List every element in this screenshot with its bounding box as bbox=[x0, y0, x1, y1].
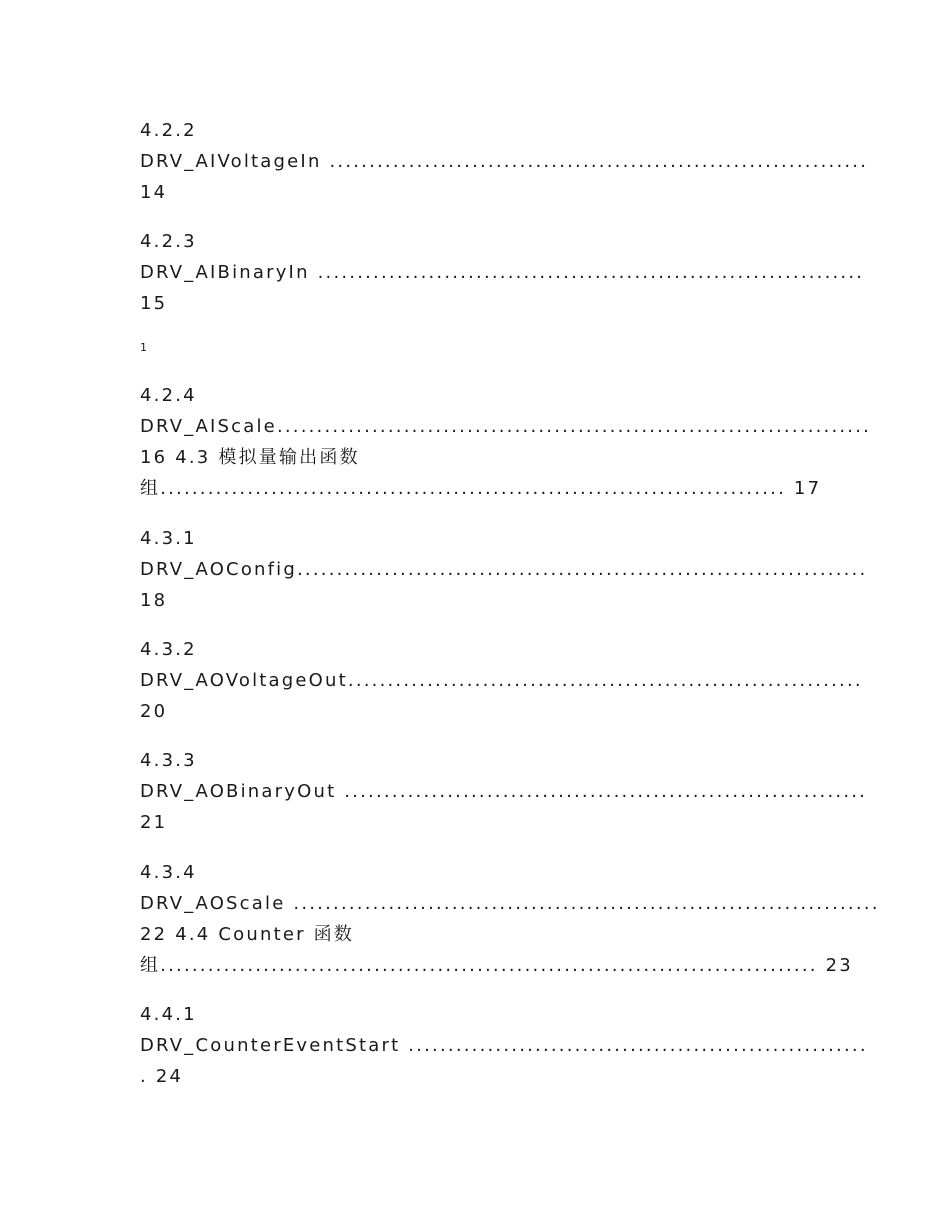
toc-entry-page: 20 bbox=[140, 701, 168, 722]
toc-entry-number: 4.3.3 bbox=[140, 750, 197, 771]
page-number-marker: 1 bbox=[140, 341, 147, 354]
toc-entry-title: DRV_CounterEventStart .......................................................... bbox=[140, 1035, 868, 1056]
toc-entry-title: DRV_AIScale........................................................................... bbox=[140, 416, 872, 437]
toc-entry-number: 4.4.1 bbox=[140, 1004, 197, 1025]
toc-entry-number: 4.3.4 bbox=[140, 862, 197, 883]
toc-entry-number: 4.2.4 bbox=[140, 385, 197, 406]
toc-entry-title: DRV_AOConfig........................................................................ bbox=[140, 559, 868, 580]
toc-section-tail: 组................................................................................... 23 bbox=[140, 955, 853, 976]
toc-entry-title: DRV_AIVoltageIn .................................................................... bbox=[140, 151, 869, 172]
toc-entry-number: 4.3.2 bbox=[140, 639, 197, 660]
toc-entry-page: 18 bbox=[140, 590, 168, 611]
toc-entry-page: 14 bbox=[140, 182, 168, 203]
toc-entry-number: 4.2.3 bbox=[140, 231, 197, 252]
toc-section-tail: 组............................................................................... 17 bbox=[140, 478, 822, 499]
toc-entry-title: DRV_AOVoltageOut................................................................. bbox=[140, 670, 863, 691]
toc-entry-page: 21 bbox=[140, 812, 168, 833]
toc-entry-number: 4.3.1 bbox=[140, 528, 197, 549]
toc-entry-page: . 24 bbox=[140, 1066, 184, 1087]
toc-entry-title: DRV_AIBinaryIn ..................................................................... bbox=[140, 262, 865, 283]
toc-entry-page-and-section: 16 4.3 模拟量输出函数 bbox=[140, 447, 360, 468]
toc-entry-page-and-section: 22 4.4 Counter 函数 bbox=[140, 924, 355, 945]
toc-entry-number: 4.2.2 bbox=[140, 120, 197, 141]
toc-entry-page: 15 bbox=[140, 293, 168, 314]
toc-entry-title: DRV_AOBinaryOut .................................................................. bbox=[140, 781, 868, 802]
toc-entry-title: DRV_AOScale .......................................................................... bbox=[140, 893, 880, 914]
